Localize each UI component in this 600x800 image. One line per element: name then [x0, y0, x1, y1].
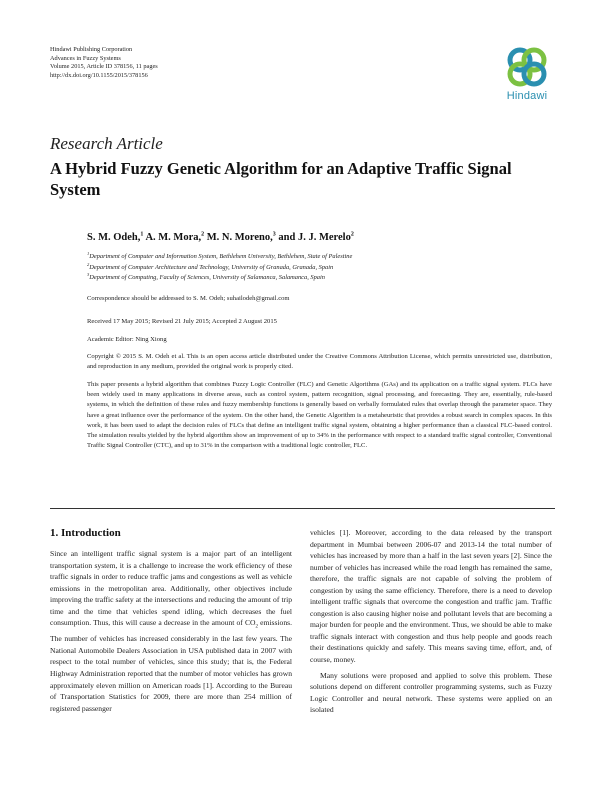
copyright-notice: Copyright © 2015 S. M. Odeh et al. This is an open access article distributed under the Creative Commons Attribution License, which permits unrestricted use, distribution, and reproduction in any medium, provided the original work is properly cited. — [87, 353, 552, 371]
author-affiliation-mark: 3 — [272, 231, 276, 238]
affiliation-item — [87, 263, 352, 274]
author-list — [87, 232, 354, 243]
journal-name: Advances in Fuzzy Systems — [50, 54, 121, 62]
author-name: M. N. Moreno, — [206, 232, 273, 243]
body-column-right — [310, 527, 552, 716]
author-name: S. M. Odeh, — [87, 232, 141, 243]
volume-info: Volume 2015, Article ID 378156, 11 pages — [50, 63, 158, 71]
affiliation-item — [87, 273, 352, 284]
affiliation-list — [87, 252, 352, 284]
correspondence: Correspondence should be addressed to S. M. Odeh; suhailodeh@gmail.com — [87, 295, 290, 302]
paragraph-text: emissions. The number of vehicles has increased considerably in the last few years. The National Automobile Dealers Association in USA published data in 2007 with respect to the total number of vehicles, since this study; that is, the Federal Highway Administration reported that the number of motor vehicles has grown approximately eleven million on American roads [1]. According to the Bureau of Transportation Statistics for 2009, there are more than 254 million of registered passenger — [50, 618, 293, 713]
abstract: This paper presents a hybrid algorithm that combines Fuzzy Logic Controller (FLC) and Genetic Algorithms (GAs) and its application on a traffic signal system. FLCs have been widely used in many applications in diverse areas, such as control system, pattern recognition, signal processing, and forecasting. They are, essentially, rule-based systems, in which the definition of these rules and fuzzy membership functions is generally based on verbally formulated rules that overlap through the parameter space. They have a great influence over the performance of the system. On the other hand, the Genetic Algorithm is a metaheuristic that provides a robust search in complex spaces. In this work, it has been used to adapt the decision rules of FLCs that define an intelligent traffic signal system, obtaining a higher performance than a classical FLC-based control. The simulation results yielded by the hybrid algorithm show an improvement of up to 34% in the performance with respect to a standard traffic signal controller, Conventional Traffic Signal Controller (CTC), and up to 31% in the comparison with a traditional logic controller, FLC. — [87, 381, 552, 450]
hindawi-brand-text: Hindawi — [506, 90, 548, 102]
doi-link[interactable]: http://dx.doi.org/10.1155/2015/378156 — [50, 71, 148, 79]
hindawi-logo-icon — [505, 44, 549, 88]
author-affiliation-mark: 1 — [140, 231, 144, 238]
section-divider — [50, 508, 555, 509]
publisher-name: Hindawi Publishing Corporation — [50, 46, 133, 53]
body-paragraph: Many solutions were proposed and applied to solve this problem. These solutions depend on different controller programming systems, such as Fuzzy Logic Controller and neural network. These systems were applied on an isolated — [310, 670, 552, 715]
body-paragraph — [50, 548, 292, 714]
author-affiliation-mark: 2 — [201, 231, 205, 238]
journal-header — [50, 46, 158, 80]
affiliation-text: Department of Computer and Information System, Bethlehem University, Bethlehem, State of Palestine — [89, 253, 353, 260]
author-name: and J. J. Merelo — [278, 232, 351, 243]
body-paragraph: vehicles [1]. Moreover, according to the data released by the transport department in Mumbai between 2006-07 and 2013-14 the total number of vehicles has increased by more than a half in the last seven years [2]. Since the number of vehicles has increased while the road length has remained the same, therefore, the traffic signals are not capable of solving the problem of congestion by using the same efficiency. Therefore, there is a need to develop intelligent traffic signals that overcome the congestion and traffic jam. Traffic congestion is also causing higher noise and pollutant levels that are becoming a major burden for people and the environment. Thus, we should be able to make traffic signals interact with congestion and thus help people and goods reach their destinations quickly and safely. This means saving time, effort, and, of course, money. — [310, 528, 552, 665]
article-title: A Hybrid Fuzzy Genetic Algorithm for an Adaptive Traffic Signal System — [50, 159, 512, 199]
academic-editor: Academic Editor: Ning Xiong — [87, 336, 167, 343]
affiliation-text: Department of Computer Architecture and Technology, University of Granada, Granada, Spain — [89, 263, 334, 271]
section-heading: 1. Introduction — [50, 527, 121, 539]
author-name: A. M. Mora, — [145, 232, 202, 243]
affiliation-item — [87, 252, 352, 263]
article-dates: Received 17 May 2015; Revised 21 July 2015; Accepted 2 August 2015 — [87, 318, 277, 325]
affiliation-text: Department of Computing, Faculty of Sciences, University of Salamanca, Salamanca, Spain — [89, 274, 325, 282]
affiliation-mark: 2 — [87, 261, 90, 267]
affiliation-mark: 3 — [87, 272, 90, 278]
article-type: Research Article — [50, 134, 163, 153]
body-column-left — [50, 527, 292, 714]
hindawi-logo — [495, 44, 559, 104]
author-affiliation-mark: 2 — [350, 231, 354, 238]
affiliation-mark: 1 — [87, 250, 90, 256]
paragraph-text: Since an intelligent traffic signal system is a major part of an intelligent transportation system, it is a challenge to increase the work efficiency of these traffic signals in order to reduce traffic jams and congestions as well as vehicle emissions in the metropolitan area. Additionally, other objectives include improving the traffic safety at the intersections and reducing the amount of trip time and the time that vehicles spend idling, which decreases the fuel consumption. Thus, this will cause a decrease in the amount of CO — [50, 549, 292, 628]
subscript: 2 — [255, 624, 259, 630]
